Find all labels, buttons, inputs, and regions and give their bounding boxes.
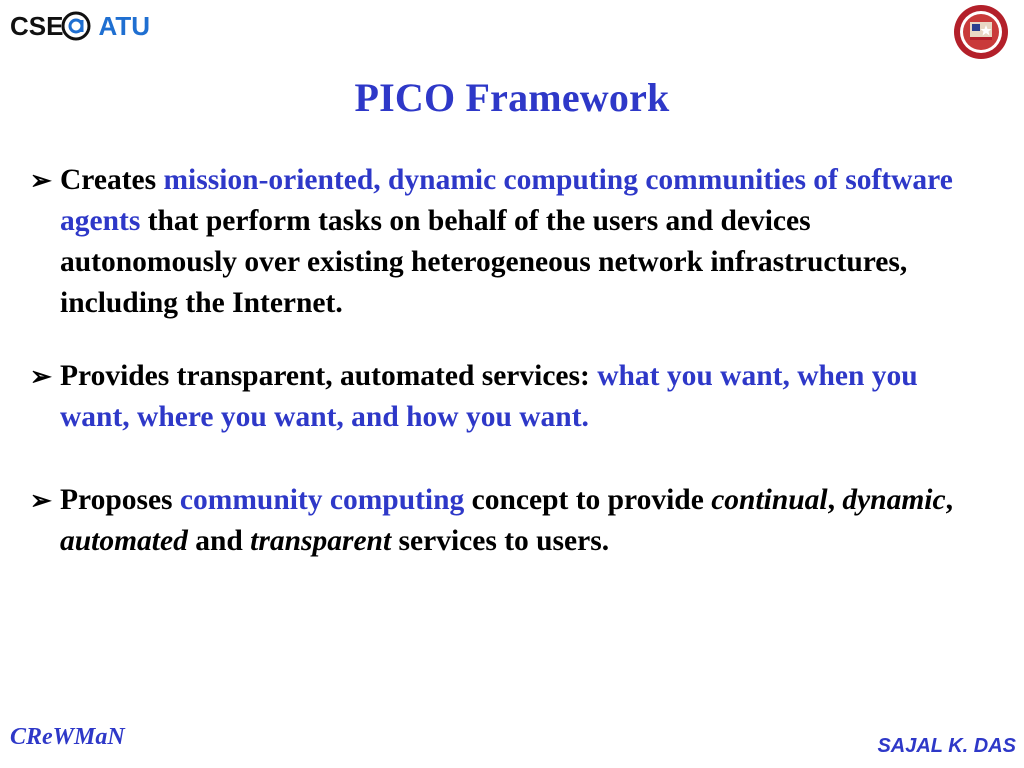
bullet-3-part-8: automated: [60, 525, 188, 557]
slide-title: PICO Framework: [354, 75, 670, 120]
arrow-bullet-icon: ➢: [30, 166, 52, 195]
bullet-text-1: [60, 160, 970, 324]
bullet-2-part-2: what you want, when you want, where you want, and how you want.: [60, 360, 918, 433]
bullet-3-part-4: continual: [711, 484, 828, 516]
cse-uta-logo: [8, 8, 158, 44]
bullet-text-3: [60, 480, 970, 562]
bullet-3-part-10: transparent: [250, 525, 392, 557]
bullet-item-2: [30, 356, 970, 438]
bullet-3-part-3: concept to provide: [464, 484, 712, 516]
bullet-3-part-7: ,: [945, 484, 953, 516]
bullet-3-part-11: services to users.: [391, 525, 610, 557]
university-seal: [946, 3, 1016, 61]
arrow-bullet-icon: ➢: [30, 486, 52, 515]
bullet-3-part-6: dynamic: [842, 484, 946, 516]
bullet-3-part-1: Proposes: [60, 484, 180, 516]
arrow-bullet-icon: ➢: [30, 362, 52, 391]
footer-author: SAJAL K. DAS: [877, 735, 1016, 757]
bullet-text-2: [60, 356, 970, 438]
svg-text:CSE: CSE: [10, 11, 64, 41]
bullet-2-part-1: Provides transparent, automated services:: [60, 360, 598, 392]
bullet-3-part-9: and: [187, 525, 251, 557]
footer-group-name: CReWMaN: [10, 724, 125, 750]
svg-text:UTA: UTA: [98, 11, 150, 41]
bullet-1-part-3: that perform tasks on behalf of the users and devices autonomously over existing heterogeneous network infrastructures, including the Internet.: [60, 205, 908, 319]
bullet-3-part-5: ,: [827, 484, 843, 516]
bullet-1-part-2: mission-oriented, dynamic computing communities of software agents: [60, 164, 953, 237]
bullet-1-part-1: Creates: [60, 164, 164, 196]
bullet-item-3: [30, 480, 970, 562]
bullet-3-part-2: community computing: [179, 484, 465, 516]
bullet-item-1: [30, 160, 970, 324]
